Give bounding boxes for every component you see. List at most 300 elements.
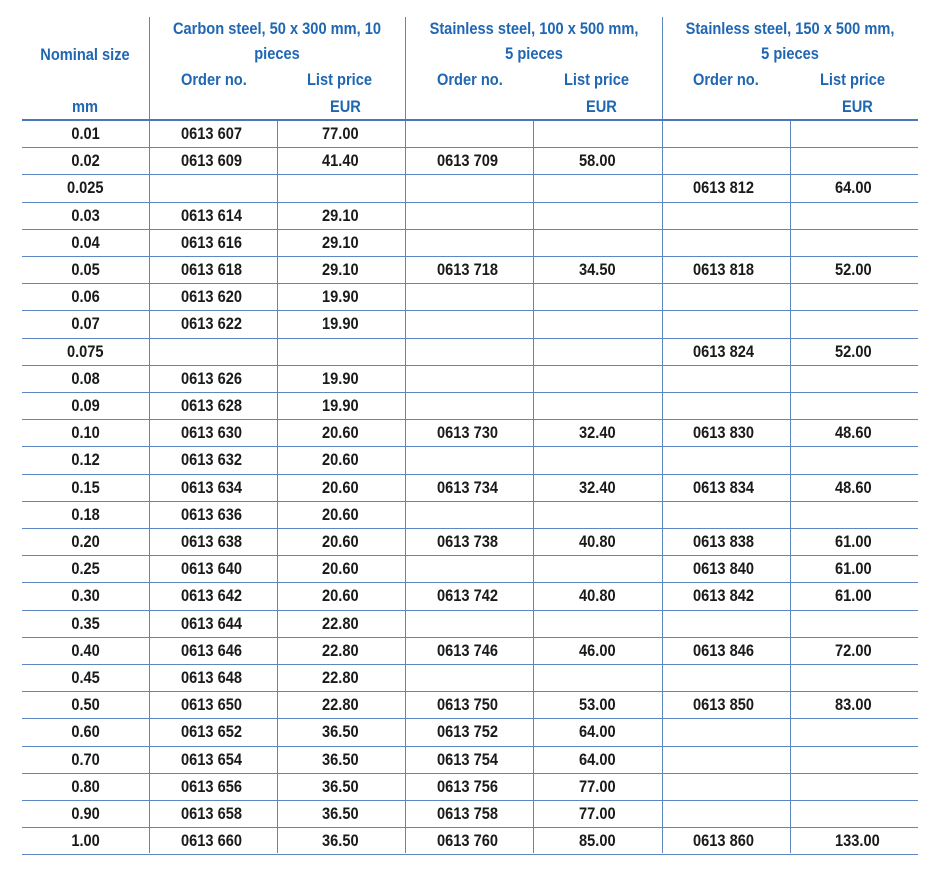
carbon-list-price-cell (322, 610, 402, 637)
stainless-100-order-no-cell (437, 147, 533, 174)
stainless-150-list-price-cell (835, 718, 915, 745)
stainless-100-order-no-value: 0613 734 (437, 477, 498, 497)
carbon-list-price-value: 20.60 (322, 586, 359, 606)
carbon-list-price-value: 22.80 (322, 613, 359, 633)
stainless-100-order-no-cell (437, 528, 533, 555)
size-cell (22, 555, 149, 582)
stainless-150-order-no-cell (693, 229, 789, 256)
size-cell (22, 664, 149, 691)
carbon-list-price-cell (322, 718, 402, 745)
stainless-150-order-no-cell (693, 746, 789, 773)
size-value: 0.05 (71, 260, 100, 279)
carbon-order-no-cell (181, 147, 277, 174)
stainless-100-header-line2: 5 pieces (505, 44, 563, 63)
stainless-100-order-no-cell (437, 800, 533, 827)
stainless-150-list-price-cell (835, 392, 915, 419)
size-cell (22, 827, 149, 854)
carbon-list-price-value: 22.80 (322, 640, 359, 660)
carbon-order-no-value: 0613 609 (181, 151, 242, 171)
stainless-150-list-price-value: 61.00 (835, 586, 872, 606)
stainless-150-order-no-cell (693, 773, 789, 800)
stainless-100-order-no-cell (437, 202, 533, 229)
stainless-150-list-price-cell (835, 746, 915, 773)
carbon-order-no-header: Order no. (181, 70, 247, 89)
size-cell (22, 338, 149, 365)
carbon-order-no-cell (181, 664, 277, 691)
stainless-150-list-price-cell (835, 827, 915, 854)
carbon-order-no-cell (181, 419, 277, 446)
carbon-list-price-cell (322, 120, 402, 147)
stainless-150-list-price-value: 61.00 (835, 532, 872, 551)
stainless-150-order-no-cell (693, 120, 789, 147)
stainless-150-order-no-cell (693, 501, 789, 528)
stainless-100-order-no-cell (437, 718, 533, 745)
carbon-list-price-cell (322, 229, 402, 256)
row-divider (22, 854, 918, 855)
stainless-100-order-no-cell (437, 229, 533, 256)
carbon-order-no-value: 0613 630 (181, 423, 242, 443)
carbon-order-no-cell (181, 555, 277, 582)
size-cell (22, 637, 149, 664)
carbon-list-price-cell (322, 528, 402, 555)
stainless-100-list-price-cell (579, 610, 659, 637)
carbon-steel-header-line1: Carbon steel, 50 x 300 mm, 10 (172, 19, 382, 38)
stainless-100-list-price-cell (579, 365, 659, 392)
carbon-order-no-cell (181, 718, 277, 745)
carbon-list-price-value: 19.90 (322, 368, 359, 388)
carbon-order-no-cell (181, 746, 277, 773)
stainless-150-order-no-value: 0613 818 (693, 260, 754, 279)
stainless-150-order-no-cell (693, 256, 789, 283)
stainless-150-order-no-value: 0613 838 (693, 532, 754, 551)
stainless-150-list-price-cell (835, 120, 915, 147)
stainless-100-list-price-value: 53.00 (579, 695, 616, 715)
carbon-list-price-value: 20.60 (322, 504, 359, 524)
stainless-150-list-price-cell (835, 338, 915, 365)
carbon-list-price-value: 20.60 (322, 532, 359, 551)
stainless-150-list-price-value: 48.60 (835, 423, 872, 443)
stainless-100-list-price-value: 64.00 (579, 749, 616, 769)
size-value: 0.09 (71, 396, 100, 415)
carbon-list-price-cell (322, 746, 402, 773)
carbon-order-no-value: 0613 614 (181, 205, 242, 225)
stainless-100-order-no-value: 0613 730 (437, 423, 498, 443)
carbon-order-no-cell (181, 637, 277, 664)
stainless-150-header-line2: 5 pieces (761, 44, 819, 63)
stainless-150-order-no-value: 0613 850 (693, 695, 754, 715)
stainless-150-order-no-cell (693, 365, 789, 392)
size-value: 0.40 (71, 640, 100, 660)
stainless-100-order-no-cell (437, 365, 533, 392)
size-value: 0.18 (71, 504, 100, 524)
stainless-150-list-price-cell (835, 202, 915, 229)
carbon-order-no-value: 0613 616 (181, 232, 242, 252)
carbon-list-price-value: 77.00 (322, 124, 359, 143)
stainless-100-list-price-cell (579, 310, 659, 337)
stainless-100-list-price-cell (579, 174, 659, 201)
stainless-150-order-no-value: 0613 830 (693, 423, 754, 443)
stainless-150-order-no-cell (693, 310, 789, 337)
stainless-100-order-no-cell (437, 310, 533, 337)
stainless-100-list-price-value: 32.40 (579, 477, 616, 497)
size-cell (22, 528, 149, 555)
size-value: 0.50 (71, 695, 100, 715)
stainless-100-list-price-cell (579, 637, 659, 664)
stainless-150-order-no-cell (693, 528, 789, 555)
stainless-100-list-price-value: 85.00 (579, 831, 616, 851)
size-value: 0.80 (71, 776, 100, 796)
stainless-150-list-price-cell (835, 691, 915, 718)
size-value: 0.07 (71, 314, 100, 334)
size-cell (22, 501, 149, 528)
carbon-order-no-value: 0613 656 (181, 776, 242, 796)
stainless-100-list-price-value: 40.80 (579, 586, 616, 606)
carbon-steel-header-line2: pieces (254, 44, 300, 63)
stainless-150-order-no-cell (693, 637, 789, 664)
stainless-150-list-price-cell (835, 446, 915, 473)
stainless-150-list-price-value: 72.00 (835, 640, 872, 660)
stainless-100-list-price-cell (579, 283, 659, 310)
size-value: 0.30 (71, 586, 100, 606)
stainless-100-list-price-cell (579, 691, 659, 718)
stainless-100-order-no-cell (437, 773, 533, 800)
carbon-order-no-cell (181, 174, 277, 201)
stainless-150-order-no-cell (693, 610, 789, 637)
carbon-order-no-cell (181, 582, 277, 609)
stainless-100-order-no-cell (437, 691, 533, 718)
stainless-100-list-price-cell (579, 528, 659, 555)
carbon-order-no-value: 0613 646 (181, 640, 242, 660)
size-value: 0.10 (71, 423, 100, 443)
stainless-100-order-no-cell (437, 283, 533, 310)
stainless-150-order-no-cell (693, 664, 789, 691)
carbon-order-no-cell (181, 256, 277, 283)
size-value: 0.08 (71, 368, 100, 388)
stainless-100-order-no-cell (437, 256, 533, 283)
stainless-100-list-price-cell (579, 746, 659, 773)
carbon-list-price-cell (322, 174, 402, 201)
carbon-order-no-cell (181, 610, 277, 637)
carbon-order-no-value: 0613 620 (181, 287, 242, 307)
stainless-150-list-price-cell (835, 610, 915, 637)
stainless-150-list-price-value: 52.00 (835, 260, 872, 279)
size-value: 0.20 (71, 532, 100, 551)
carbon-list-price-value: 36.50 (322, 804, 359, 823)
size-value: 0.12 (71, 450, 100, 470)
carbon-list-price-cell (322, 446, 402, 473)
stainless-100-header-line1: Stainless steel, 100 x 500 mm, (429, 19, 639, 38)
stainless-100-currency-header: EUR (586, 97, 617, 116)
carbon-list-price-value: 19.90 (322, 396, 359, 415)
stainless-100-list-price-value: 64.00 (579, 722, 616, 742)
stainless-100-list-price-cell (579, 419, 659, 446)
stainless-100-list-price-value: 77.00 (579, 776, 616, 796)
stainless-150-order-no-value: 0613 840 (693, 559, 754, 579)
carbon-list-price-value: 22.80 (322, 695, 359, 715)
stainless-150-order-no-cell (693, 691, 789, 718)
carbon-list-price-cell (322, 365, 402, 392)
carbon-list-price-cell (322, 283, 402, 310)
stainless-100-order-no-value: 0613 756 (437, 776, 498, 796)
stainless-150-list-price-cell (835, 528, 915, 555)
size-cell (22, 256, 149, 283)
carbon-list-price-cell (322, 800, 402, 827)
size-value: 0.60 (71, 722, 100, 742)
size-cell (22, 392, 149, 419)
stainless-100-list-price-value: 46.00 (579, 640, 616, 660)
carbon-list-price-value: 19.90 (322, 314, 359, 334)
stainless-100-list-price-cell (579, 555, 659, 582)
size-cell (22, 283, 149, 310)
carbon-order-no-cell (181, 446, 277, 473)
stainless-150-list-price-cell (835, 773, 915, 800)
stainless-100-order-no-value: 0613 758 (437, 804, 498, 823)
size-value: 0.02 (71, 151, 100, 171)
stainless-150-list-price-cell (835, 283, 915, 310)
stainless-100-list-price-cell (579, 501, 659, 528)
carbon-order-no-cell (181, 501, 277, 528)
stainless-100-order-no-cell (437, 392, 533, 419)
carbon-list-price-cell (322, 827, 402, 854)
carbon-order-no-cell (181, 365, 277, 392)
stainless-100-list-price-cell (579, 338, 659, 365)
carbon-list-price-cell (322, 582, 402, 609)
carbon-list-price-value: 36.50 (322, 749, 359, 769)
stainless-100-list-price-cell (579, 446, 659, 473)
stainless-150-list-price-value: 133.00 (835, 831, 880, 851)
carbon-order-no-value: 0613 644 (181, 613, 242, 633)
stainless-100-order-no-value: 0613 718 (437, 260, 498, 279)
size-cell (22, 582, 149, 609)
carbon-list-price-value: 36.50 (322, 776, 359, 796)
stainless-150-order-no-value: 0613 860 (693, 831, 754, 851)
stainless-100-list-price-cell (579, 256, 659, 283)
stainless-100-order-no-cell (437, 582, 533, 609)
divider-group3 (662, 17, 663, 853)
stainless-150-header-line1: Stainless steel, 150 x 500 mm, (685, 19, 895, 38)
stainless-150-order-no-value: 0613 824 (693, 341, 754, 361)
size-cell (22, 691, 149, 718)
size-value: 0.075 (67, 341, 104, 361)
stainless-150-list-price-value: 48.60 (835, 477, 872, 497)
size-value: 0.06 (71, 287, 100, 307)
size-cell (22, 147, 149, 174)
stainless-150-order-no-cell (693, 283, 789, 310)
stainless-100-list-price-value: 40.80 (579, 532, 616, 551)
carbon-list-price-cell (322, 202, 402, 229)
carbon-order-no-value: 0613 638 (181, 532, 242, 551)
carbon-order-no-cell (181, 120, 277, 147)
stainless-150-order-no-cell (693, 174, 789, 201)
carbon-order-no-cell (181, 310, 277, 337)
stainless-100-order-no-value: 0613 754 (437, 749, 498, 769)
size-cell (22, 800, 149, 827)
stainless-100-list-price-cell (579, 800, 659, 827)
carbon-list-price-cell (322, 474, 402, 501)
size-value: 0.03 (71, 205, 100, 225)
size-cell (22, 419, 149, 446)
stainless-100-order-no-value: 0613 752 (437, 722, 498, 742)
carbon-order-no-cell (181, 773, 277, 800)
carbon-order-no-cell (181, 827, 277, 854)
stainless-100-list-price-cell (579, 664, 659, 691)
stainless-100-order-no-value: 0613 750 (437, 695, 498, 715)
carbon-order-no-cell (181, 338, 277, 365)
stainless-150-list-price-cell (835, 555, 915, 582)
carbon-order-no-value: 0613 654 (181, 749, 242, 769)
divider-group1 (149, 17, 150, 853)
carbon-order-no-value: 0613 607 (181, 124, 242, 143)
stainless-100-order-no-cell (437, 664, 533, 691)
stainless-150-order-no-cell (693, 202, 789, 229)
carbon-order-no-cell (181, 800, 277, 827)
stainless-150-order-no-value: 0613 812 (693, 178, 754, 198)
carbon-list-price-cell (322, 256, 402, 283)
stainless-100-order-no-value: 0613 746 (437, 640, 498, 660)
carbon-order-no-value: 0613 622 (181, 314, 242, 334)
stainless-100-order-no-cell (437, 419, 533, 446)
carbon-order-no-value: 0613 642 (181, 586, 242, 606)
stainless-150-currency-header: EUR (842, 97, 873, 116)
carbon-order-no-cell (181, 202, 277, 229)
stainless-100-list-price-cell (579, 147, 659, 174)
carbon-list-price-value: 29.10 (322, 205, 359, 225)
stainless-100-order-no-header: Order no. (437, 70, 503, 89)
carbon-list-price-value: 41.40 (322, 151, 359, 171)
carbon-order-no-cell (181, 392, 277, 419)
size-cell (22, 718, 149, 745)
carbon-order-no-value: 0613 632 (181, 450, 242, 470)
carbon-list-price-value: 22.80 (322, 668, 359, 687)
size-cell (22, 746, 149, 773)
stainless-100-list-price-value: 32.40 (579, 423, 616, 443)
stainless-150-list-price-value: 52.00 (835, 341, 872, 361)
stainless-150-order-no-cell (693, 338, 789, 365)
carbon-list-price-cell (322, 147, 402, 174)
carbon-order-no-value: 0613 652 (181, 722, 242, 742)
size-value: 0.01 (71, 124, 100, 143)
stainless-100-order-no-value: 0613 738 (437, 532, 498, 551)
size-value: 0.35 (71, 613, 100, 633)
carbon-order-no-cell (181, 283, 277, 310)
stainless-150-list-price-cell (835, 147, 915, 174)
stainless-100-order-no-cell (437, 338, 533, 365)
carbon-list-price-value: 20.60 (322, 450, 359, 470)
stainless-150-order-no-header: Order no. (693, 70, 759, 89)
stainless-100-order-no-cell (437, 474, 533, 501)
stainless-100-order-no-cell (437, 174, 533, 201)
carbon-list-price-cell (322, 555, 402, 582)
stainless-100-order-no-cell (437, 120, 533, 147)
stainless-150-order-no-value: 0613 834 (693, 477, 754, 497)
size-value: 0.45 (71, 668, 100, 687)
size-cell (22, 773, 149, 800)
stainless-150-list-price-value: 61.00 (835, 559, 872, 579)
stainless-100-list-price-cell (579, 827, 659, 854)
stainless-150-list-price-cell (835, 419, 915, 446)
stainless-150-order-no-value: 0613 842 (693, 586, 754, 606)
stainless-150-list-price-cell (835, 229, 915, 256)
stainless-150-order-no-cell (693, 827, 789, 854)
size-cell (22, 120, 149, 147)
carbon-list-price-value: 19.90 (322, 287, 359, 307)
unit-header: mm (71, 97, 98, 116)
carbon-order-no-value: 0613 640 (181, 559, 242, 579)
carbon-order-no-value: 0613 660 (181, 831, 242, 851)
size-cell (22, 610, 149, 637)
stainless-150-list-price-cell (835, 256, 915, 283)
carbon-list-price-header: List price (307, 70, 373, 89)
carbon-list-price-cell (322, 419, 402, 446)
stainless-150-order-no-cell (693, 555, 789, 582)
size-cell (22, 365, 149, 392)
stainless-100-order-no-value: 0613 760 (437, 831, 498, 851)
size-value: 0.25 (71, 559, 100, 579)
stainless-150-order-no-value: 0613 846 (693, 640, 754, 660)
stainless-100-order-no-cell (437, 746, 533, 773)
carbon-list-price-value: 29.10 (322, 260, 359, 279)
stainless-100-list-price-cell (579, 229, 659, 256)
size-cell (22, 310, 149, 337)
stainless-150-list-price-cell (835, 637, 915, 664)
stainless-150-order-no-cell (693, 474, 789, 501)
size-cell (22, 174, 149, 201)
carbon-list-price-cell (322, 773, 402, 800)
size-value: 0.70 (71, 749, 100, 769)
stainless-100-order-no-cell (437, 555, 533, 582)
stainless-150-order-no-cell (693, 582, 789, 609)
carbon-order-no-value: 0613 648 (181, 668, 242, 687)
carbon-list-price-value: 20.60 (322, 423, 359, 443)
size-value: 1.00 (71, 831, 100, 851)
carbon-list-price-cell (322, 501, 402, 528)
carbon-order-no-cell (181, 691, 277, 718)
stainless-150-list-price-value: 64.00 (835, 178, 872, 198)
stainless-150-list-price-cell (835, 664, 915, 691)
stainless-150-order-no-cell (693, 392, 789, 419)
stainless-150-order-no-cell (693, 800, 789, 827)
stainless-150-list-price-cell (835, 310, 915, 337)
stainless-150-list-price-cell (835, 582, 915, 609)
stainless-100-list-price-cell (579, 202, 659, 229)
carbon-order-no-cell (181, 474, 277, 501)
carbon-list-price-cell (322, 310, 402, 337)
stainless-100-list-price-header: List price (564, 70, 630, 89)
nominal-size-header: Nominal size (40, 45, 130, 64)
stainless-150-list-price-header: List price (820, 70, 886, 89)
stainless-100-list-price-cell (579, 120, 659, 147)
size-value: 0.15 (71, 477, 100, 497)
stainless-100-list-price-cell (579, 718, 659, 745)
stainless-100-order-no-cell (437, 637, 533, 664)
stainless-150-list-price-cell (835, 501, 915, 528)
stainless-150-list-price-value: 83.00 (835, 695, 872, 715)
carbon-list-price-cell (322, 637, 402, 664)
stainless-100-list-price-cell (579, 392, 659, 419)
carbon-order-no-value: 0613 626 (181, 368, 242, 388)
carbon-list-price-value: 29.10 (322, 232, 359, 252)
stainless-100-list-price-value: 58.00 (579, 151, 616, 171)
size-cell (22, 202, 149, 229)
size-value: 0.90 (71, 804, 100, 823)
carbon-list-price-value: 20.60 (322, 559, 359, 579)
carbon-list-price-value: 36.50 (322, 722, 359, 742)
size-cell (22, 474, 149, 501)
carbon-list-price-cell (322, 338, 402, 365)
stainless-100-order-no-cell (437, 446, 533, 473)
carbon-order-no-value: 0613 634 (181, 477, 242, 497)
carbon-list-price-cell (322, 691, 402, 718)
